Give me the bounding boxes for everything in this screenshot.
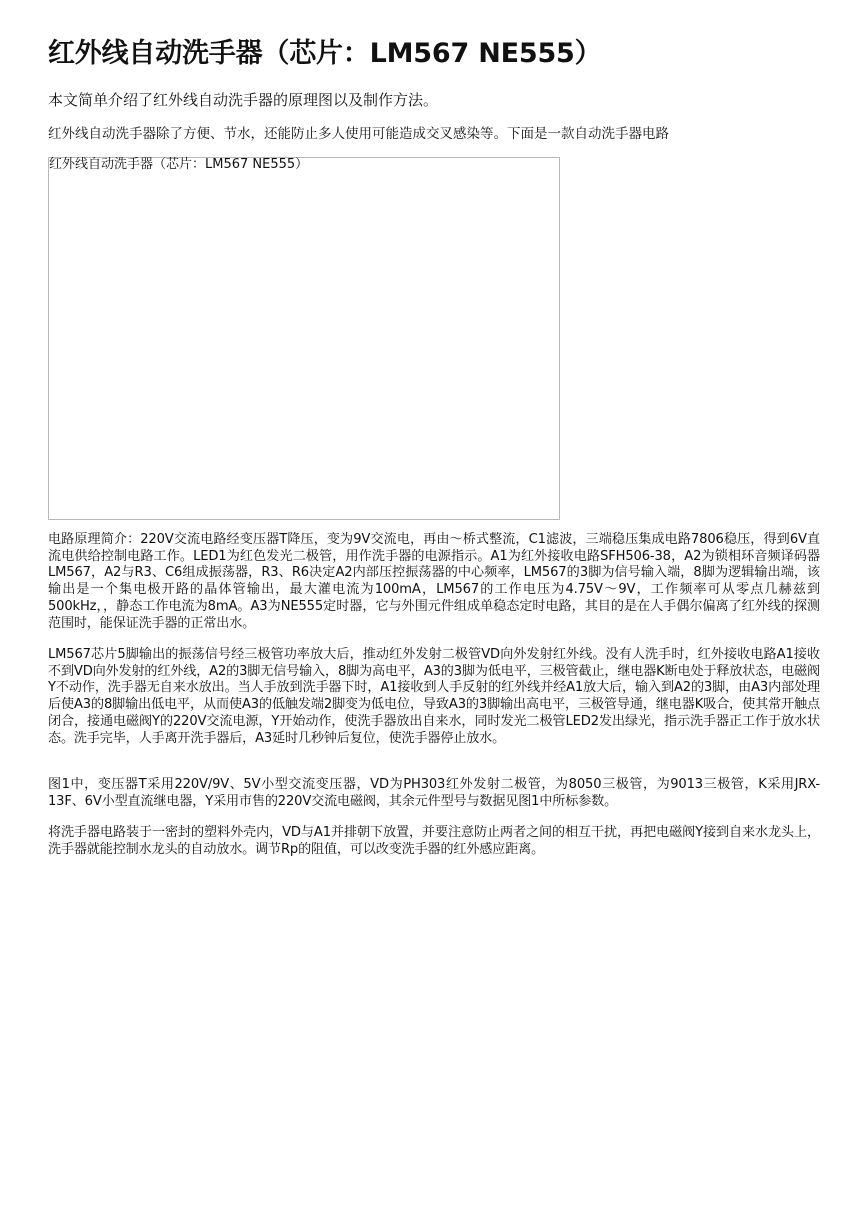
intro-text: 本文简单介绍了红外线自动洗手器的原理图以及制作方法。 [48, 91, 439, 109]
paragraph-assembly: 将洗手器电路装于一密封的塑料外壳内，VD与A1并排朝下放置，并要注意防止两者之间的相互干扰，再把电磁阀Y接到自来水龙头上，洗手器就能控制水龙头的自动放水。调节Rp的阻值，可以改变洗手器的红外感应距离。 [48, 825, 820, 857]
paragraph-circuit-principle: 电路原理简介：220V交流电路经变压器T降压，变为9V交流电，再由～桥式整流，C1滤波，三端稳压集成电路7806稳压，得到6V直流电供给控制电路工作。LED1为红色发光二极管，用作洗手器的电源指示。A1为红外接收电路SFH506-38，A2为锁相环音频译码器LM567，A2与R3、C6组成振荡器，R3、R6决定A2内部压控振荡器的中心频率，LM567的3脚为信号输入端，8脚为逻辑输出端，该输出是一个集电极开路的晶体管输出，最大灌电流为100mA，LM567的工作电压为4.75V～9V，工作频率可从零点几赫兹到500kHz，，静态工作电流为8mA。A3为NE555定时器，它与外围元件组成单稳态定时电路，其目的是在人手偶尔偏离了红外线的探测范围时，能保证洗手器的正常出水。 [48, 532, 820, 631]
page-title: 红外线自动洗手器（芯片：LM567 NE555） [48, 38, 602, 69]
figure-alt-caption: 红外线自动洗手器（芯片：LM567 NE555） [49, 157, 309, 172]
paragraph-operation: LM567芯片5脚输出的振荡信号经三极管功率放大后，推动红外发射二极管VD向外发射红外线。没有人洗手时，红外接收电路A1接收不到VD向外发射的红外线，A2的3脚无信号输入，8脚为高电平，A3的3脚为低电平，三极管截止，继电器K断电处于释放状态，电磁阀Y不动作，洗手器无自来水放出。当人手放到洗手器下时，A1接收到人手反射的红外线并经A1放大后，输入到A2的3脚，由A3内部处理后使A3的8脚输出低电平，从而使A3的低触发端2脚变为低电位，导致A3的3脚输出高电平，三极管导通，继电器K吸合，使其常开触点闭合，接通电磁阀Y的220V交流电源，Y开始动作，使洗手器放出自来水，同时发光二极管LED2发出绿光，指示洗手器正工作于放水状态。洗手完毕，人手离开洗手器后，A3延时几秒钟后复位，使洗手器停止放水。 [48, 647, 820, 746]
paragraph-components: 图1中，变压器T采用220V/9V、5V小型交流变压器，VD为PH303红外发射二极管，为8050三极管，为9013三极管，K采用JRX-13F、6V小型直流继电器，Y采用市售的220V交流电磁阀，其余元件型号与数据见图1中所标参数。 [48, 777, 820, 809]
lead-paragraph: 红外线自动洗手器除了方便、节水，还能防止多人使用可能造成交叉感染等。下面是一款自动洗手器电路 [48, 126, 669, 142]
circuit-diagram-figure [48, 157, 560, 520]
